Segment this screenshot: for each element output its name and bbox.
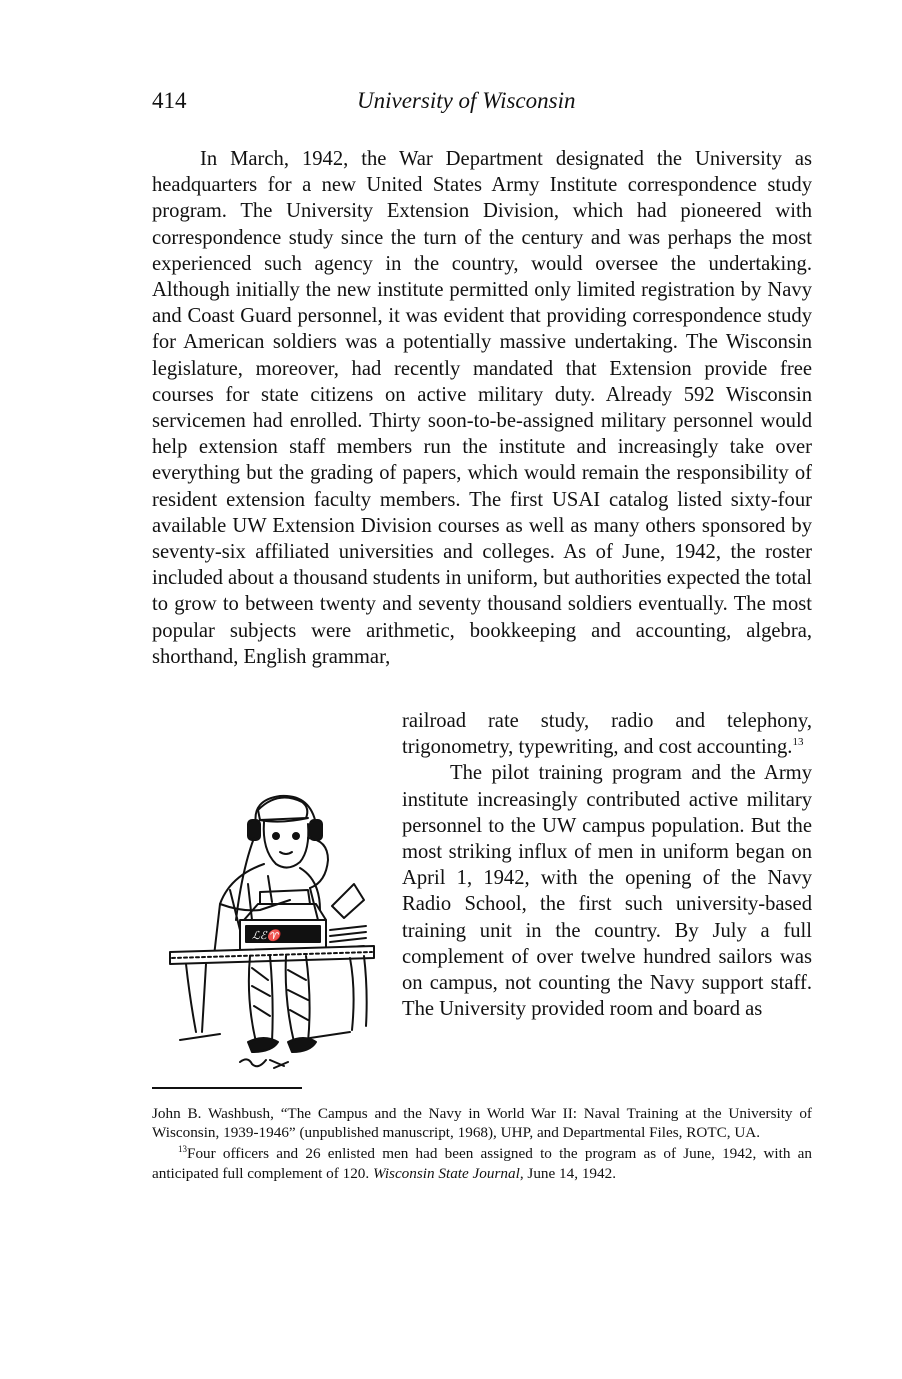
paragraph-1: In March, 1942, the War Department designated the University as headquarters for a new United States Army Institute correspondence study program. The University Extension Division, which had pioneered with correspondence study since the turn of the century and was perhaps the most experienced such agency in the country, would oversee the undertaking. Although initially the new institute permitted only limited registration by Navy and Coast Guard personnel, it was evident that providing correspondence study for American soldiers was a potentially massive undertaking. The Wisconsin legislature, moreover, had recently mandated that Extension provide free courses for state citizens on active military duty. Already 592 Wisconsin servicemen had enrolled. Thirty soon-to-be-assigned military personnel would help extension staff members run the institute and increasingly take over everything but the grading of papers, which would remain the responsibility of resident extension faculty members. The first USAI catalog listed sixty-four available UW Extension Division courses as well as many others sponsored by seventy-six affiliated universities and colleges. As of June, 1942, the roster included about a thousand students in uniform, but authorities expected the total to grow to between twenty and seventy thousand soldiers eventually. The most popular subjects were arithmetic, bookkeeping and accounting, algebra, shorthand, English grammar, <box>152 148 812 668</box>
footnotes <box>152 1104 812 1185</box>
footnote-divider <box>152 1087 302 1089</box>
paragraph-2: The pilot training program and the Army institute increasingly contributed active military personnel to the UW campus population. But the most striking influx of men in uniform began on April 1, 1942, with the opening of the Navy Radio School, the first such university-based training unit in the country. By July a full complement of over twelve hundred sailors was on campus, not counting the Navy support staff. The University provided room and board as <box>402 762 812 1021</box>
soldier-at-typewriter-illustration <box>160 780 385 1075</box>
footnote-ref-13: 13 <box>792 736 804 749</box>
footnote-13-number: 13 <box>178 1144 187 1155</box>
footnote-13-journal: Wisconsin State Journal <box>373 1164 520 1182</box>
page-header <box>152 88 812 120</box>
page-number: 414 <box>152 88 187 113</box>
footnote-1: John B. Washbush, “The Campus and the Navy in World War II: Naval Training at the University of Wisconsin, 1939-1946” (unpublished manuscript, 1968), UHP, and Departmental Files, ROTC, UA. <box>152 1105 812 1142</box>
paragraph-1-continued <box>402 708 812 760</box>
paragraph-1-continued-text: railroad rate study, radio and telephony, trigonometry, typewriting, and cost accounting. <box>402 710 812 759</box>
svg-text:ℒℰ♈: ℒℰ♈ <box>252 929 281 942</box>
main-text-block <box>152 146 812 670</box>
footnote-13-text-a: Four officers and 26 enlisted men had been assigned to the program as of June, 1942, with an anticipated full complement of 120. <box>152 1145 812 1182</box>
running-title: University of Wisconsin <box>357 88 576 113</box>
footnote-13 <box>152 1144 812 1182</box>
footnote-13-text-b: , June 14, 1942. <box>519 1164 616 1182</box>
wrapped-text-block <box>402 708 812 1022</box>
